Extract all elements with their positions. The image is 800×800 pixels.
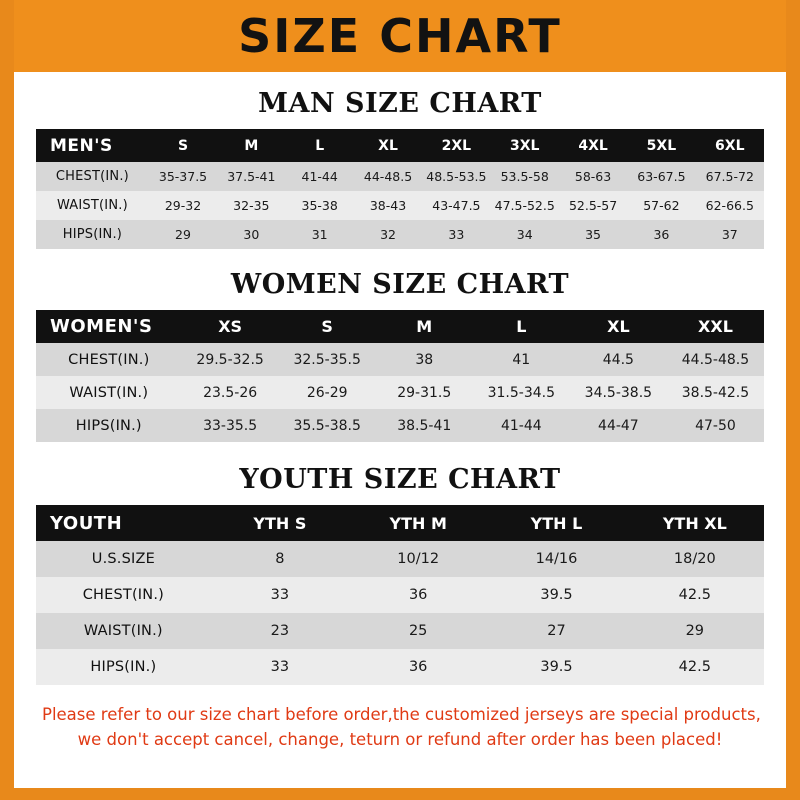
table-cell: 62-66.5: [696, 191, 764, 220]
table-cell: 31.5-34.5: [473, 376, 570, 409]
table-cell: 48.5-53.5: [422, 162, 490, 191]
footer-note-line-2: we don't accept cancel, change, teturn or refund after order has been placed!: [77, 729, 723, 749]
table-cell: 52.5-57: [559, 191, 627, 220]
table-cell: 35: [559, 220, 627, 249]
table-cell: 37: [696, 220, 764, 249]
youth-header-cell: YTH M: [349, 505, 487, 541]
table-cell: 47-50: [667, 409, 764, 442]
table-cell: 29: [626, 613, 764, 649]
youth-header-row: [36, 505, 764, 541]
men-table-body: [36, 162, 764, 249]
men-table-head: [36, 129, 764, 162]
table-cell: 23.5-26: [182, 376, 279, 409]
youth-header-cell: YTH XL: [626, 505, 764, 541]
table-cell: 32: [354, 220, 422, 249]
table-cell: 41: [473, 343, 570, 376]
footer-note-line-1: Please refer to our size chart before order,the customized jerseys are special products,: [42, 705, 761, 724]
footer-note: [36, 703, 764, 753]
table-row: [36, 343, 764, 376]
table-cell: 26-29: [279, 376, 376, 409]
table-cell: 57-62: [627, 191, 695, 220]
table-cell: 44-48.5: [354, 162, 422, 191]
men-header-cell: 3XL: [491, 129, 559, 162]
men-size-table: [36, 129, 764, 249]
table-row: [36, 376, 764, 409]
table-cell: 67.5-72: [696, 162, 764, 191]
table-cell: 39.5: [487, 577, 625, 613]
table-cell: 32.5-35.5: [279, 343, 376, 376]
women-header-cell: S: [279, 310, 376, 343]
women-header-row: [36, 310, 764, 343]
chart-content: [14, 88, 786, 753]
table-cell: 25: [349, 613, 487, 649]
row-label: WAIST(IN.): [36, 376, 182, 409]
men-header-cell: S: [149, 129, 217, 162]
page-title: SIZE CHART: [238, 9, 562, 63]
youth-section-title: YOUTH SIZE CHART: [239, 464, 561, 495]
table-cell: 36: [349, 577, 487, 613]
table-cell: 44-47: [570, 409, 667, 442]
women-header-cell: WOMEN'S: [36, 310, 182, 343]
table-cell: 27: [487, 613, 625, 649]
row-label: WAIST(IN.): [36, 613, 211, 649]
youth-size-table: [36, 505, 764, 685]
table-cell: 42.5: [626, 649, 764, 685]
women-header-cell: XL: [570, 310, 667, 343]
table-cell: 29-31.5: [376, 376, 473, 409]
table-cell: 58-63: [559, 162, 627, 191]
table-cell: 47.5-52.5: [491, 191, 559, 220]
table-cell: 18/20: [626, 541, 764, 577]
table-cell: 33-35.5: [182, 409, 279, 442]
table-cell: 63-67.5: [627, 162, 695, 191]
table-cell: 38.5-41: [376, 409, 473, 442]
page-bottom-band: [0, 788, 800, 800]
table-row: [36, 191, 764, 220]
table-row: [36, 577, 764, 613]
women-header-cell: M: [376, 310, 473, 343]
men-header-cell: 4XL: [559, 129, 627, 162]
women-section-title: WOMEN SIZE CHART: [230, 269, 570, 300]
row-label: CHEST(IN.): [36, 577, 211, 613]
table-cell: 36: [349, 649, 487, 685]
youth-header-cell: YTH L: [487, 505, 625, 541]
youth-table-head: [36, 505, 764, 541]
youth-header-cell: YTH S: [211, 505, 349, 541]
table-cell: 30: [217, 220, 285, 249]
table-row: [36, 409, 764, 442]
women-header-cell: L: [473, 310, 570, 343]
men-header-cell: 5XL: [627, 129, 695, 162]
youth-table-wrapper: [36, 505, 764, 685]
table-cell: 53.5-58: [491, 162, 559, 191]
table-cell: 34: [491, 220, 559, 249]
women-header-cell: XS: [182, 310, 279, 343]
table-cell: 37.5-41: [217, 162, 285, 191]
women-header-cell: XXL: [667, 310, 764, 343]
row-label: U.S.SIZE: [36, 541, 211, 577]
table-cell: 35.5-38.5: [279, 409, 376, 442]
men-header-row: [36, 129, 764, 162]
table-cell: 29: [149, 220, 217, 249]
youth-header-cell: YOUTH: [36, 505, 211, 541]
men-header-cell: 6XL: [696, 129, 764, 162]
table-cell: 33: [211, 577, 349, 613]
table-cell: 43-47.5: [422, 191, 490, 220]
table-row: [36, 162, 764, 191]
table-cell: 41-44: [473, 409, 570, 442]
table-cell: 31: [286, 220, 354, 249]
table-cell: 33: [422, 220, 490, 249]
table-cell: 36: [627, 220, 695, 249]
table-cell: 23: [211, 613, 349, 649]
table-cell: 35-38: [286, 191, 354, 220]
row-label: WAIST(IN.): [36, 191, 149, 220]
men-header-cell: M: [217, 129, 285, 162]
table-cell: 33: [211, 649, 349, 685]
table-row: [36, 649, 764, 685]
row-label: HIPS(IN.): [36, 220, 149, 249]
women-table-body: [36, 343, 764, 442]
table-cell: 41-44: [286, 162, 354, 191]
men-header-cell: L: [286, 129, 354, 162]
women-size-table: [36, 310, 764, 442]
row-label: CHEST(IN.): [36, 343, 182, 376]
table-cell: 34.5-38.5: [570, 376, 667, 409]
row-label: HIPS(IN.): [36, 409, 182, 442]
table-cell: 35-37.5: [149, 162, 217, 191]
table-cell: 38-43: [354, 191, 422, 220]
page-header-band: [14, 0, 786, 72]
table-cell: 42.5: [626, 577, 764, 613]
table-cell: 38.5-42.5: [667, 376, 764, 409]
table-cell: 10/12: [349, 541, 487, 577]
men-header-cell: 2XL: [422, 129, 490, 162]
table-cell: 44.5-48.5: [667, 343, 764, 376]
men-section-title: MAN SIZE CHART: [258, 88, 542, 119]
men-header-cell: MEN'S: [36, 129, 149, 162]
table-cell: 44.5: [570, 343, 667, 376]
table-cell: 29.5-32.5: [182, 343, 279, 376]
men-header-cell: XL: [354, 129, 422, 162]
youth-table-body: [36, 541, 764, 685]
women-table-head: [36, 310, 764, 343]
row-label: HIPS(IN.): [36, 649, 211, 685]
table-cell: 29-32: [149, 191, 217, 220]
row-label: CHEST(IN.): [36, 162, 149, 191]
table-cell: 8: [211, 541, 349, 577]
table-cell: 32-35: [217, 191, 285, 220]
table-cell: 39.5: [487, 649, 625, 685]
table-cell: 38: [376, 343, 473, 376]
table-cell: 14/16: [487, 541, 625, 577]
table-row: [36, 613, 764, 649]
table-row: [36, 220, 764, 249]
table-row: [36, 541, 764, 577]
